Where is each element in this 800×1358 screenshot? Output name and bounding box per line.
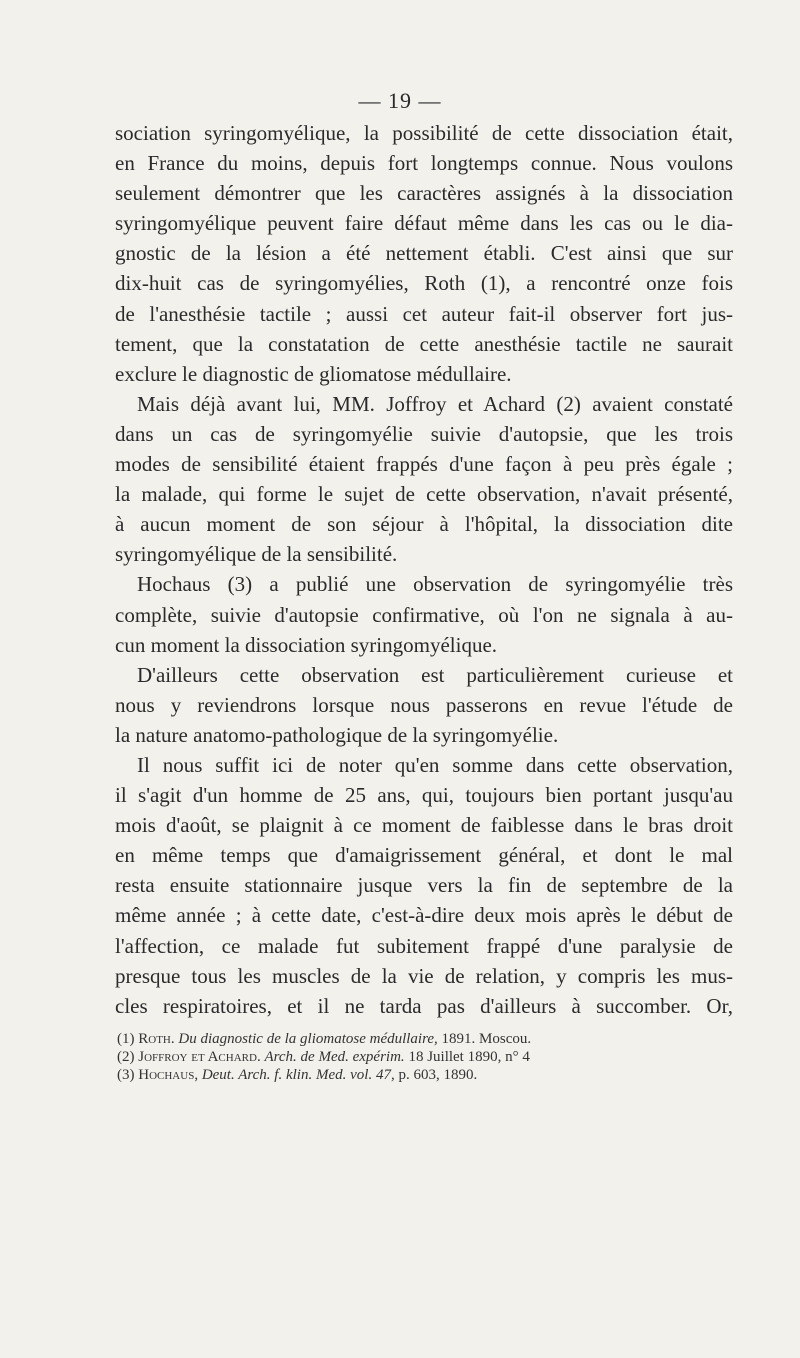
text-line: tement, que la constatation de cette anesthésie tactile ne saurait	[115, 331, 733, 356]
footnote-number: (2)	[117, 1049, 135, 1065]
text-line: nous y reviendrons lorsque nous passerons en revue l'étude de	[115, 692, 733, 717]
text-line: cun moment la dissociation syringomyélique.	[115, 632, 498, 657]
text-line: gnostic de la lésion a été nettement établi. C'est ainsi que sur	[115, 241, 733, 266]
footnote-title: Deut. Arch. f. klin. Med. vol. 47,	[201, 1067, 395, 1083]
text-line: modes de sensibilité étaient frappés d'une façon à peu près égale ;	[115, 452, 733, 477]
footnote-author: Roth.	[138, 1031, 175, 1047]
footnote	[117, 1048, 737, 1066]
text-line: en France du moins, depuis fort longtemps connue. Nous voulons	[115, 151, 733, 176]
text-line: l'affection, ce malade fut subitement frappé d'une paralysie de	[115, 933, 733, 958]
text-line: même année ; à cette date, c'est-à-dire deux mois après le début de	[115, 903, 733, 928]
footnote	[117, 1030, 737, 1048]
text-line: D'ailleurs cette observation est particulièrement curieuse et	[137, 662, 733, 687]
footnote-author: Joffroy et Achard.	[138, 1049, 261, 1065]
text-line: exclure le diagnostic de gliomatose médullaire.	[115, 361, 512, 386]
text-line: sociation syringomyélique, la possibilité de cette dissociation était,	[115, 121, 733, 145]
text-line: de l'anesthésie tactile ; aussi cet auteur fait-il observer fort jus-	[115, 301, 733, 326]
footnote-number: (1)	[117, 1031, 135, 1047]
footnotes	[117, 1030, 737, 1084]
paragraph	[115, 569, 733, 659]
footnote-title: Du diagnostic de la gliomatose médullaire,	[178, 1031, 438, 1047]
text-line: seulement démontrer que les caractères assignés à la dissociation	[115, 181, 733, 206]
text-line: complète, suivie d'autopsie confirmative, où l'on ne signala à au-	[115, 602, 733, 627]
footnote-details: p. 603, 1890.	[398, 1067, 478, 1083]
footnote-number: (3)	[117, 1067, 135, 1083]
paragraph	[115, 118, 733, 389]
footnote-details: 1891. Moscou.	[441, 1031, 532, 1047]
text-line: syringomyélique peuvent faire défaut même dans les cas ou le dia-	[115, 211, 733, 236]
footnote-title: Arch. de Med. expérim.	[264, 1049, 405, 1065]
text-line: presque tous les muscles de la vie de relation, y compris les mus-	[115, 963, 733, 988]
text-line: la malade, qui forme le sujet de cette observation, n'avait présenté,	[115, 482, 733, 507]
text-line: dans un cas de syringomyélie suivie d'autopsie, que les trois	[115, 421, 733, 446]
paragraph	[115, 660, 733, 750]
footnote-details: 18 Juillet 1890, n° 4	[408, 1049, 530, 1065]
text-line: Hochaus (3) a publié une observation de syringomyélie très	[137, 572, 733, 597]
page-number: — 19 —	[358, 88, 442, 113]
footnote	[117, 1066, 737, 1084]
text-line: resta ensuite stationnaire jusque vers la fin de septembre de la	[115, 873, 733, 898]
text-line: dix-huit cas de syringomyélies, Roth (1), a rencontré onze fois	[115, 271, 733, 296]
text-line: syringomyélique de la sensibilité.	[115, 542, 398, 567]
text-line: il s'agit d'un homme de 25 ans, qui, toujours bien portant jusqu'au	[115, 783, 733, 808]
text-line: Il nous suffit ici de noter qu'en somme dans cette observation,	[137, 752, 733, 777]
text-line: en même temps que d'amaigrissement général, et dont le mal	[115, 843, 733, 868]
text-line: mois d'août, se plaignit à ce moment de faiblesse dans le bras droit	[115, 813, 733, 838]
body-text	[115, 118, 733, 1021]
text-line: la nature anatomo-pathologique de la syringomyélie.	[115, 722, 559, 747]
paragraph	[115, 750, 733, 1021]
paragraph	[115, 389, 733, 570]
footnote-author: Hochaus,	[138, 1067, 199, 1083]
text-line: à aucun moment de son séjour à l'hôpital, la dissociation dite	[115, 512, 733, 537]
text-line: Mais déjà avant lui, MM. Joffroy et Achard (2) avaient constaté	[137, 391, 733, 416]
text-line: cles respiratoires, et il ne tarda pas d'ailleurs à succomber. Or,	[115, 993, 733, 1018]
